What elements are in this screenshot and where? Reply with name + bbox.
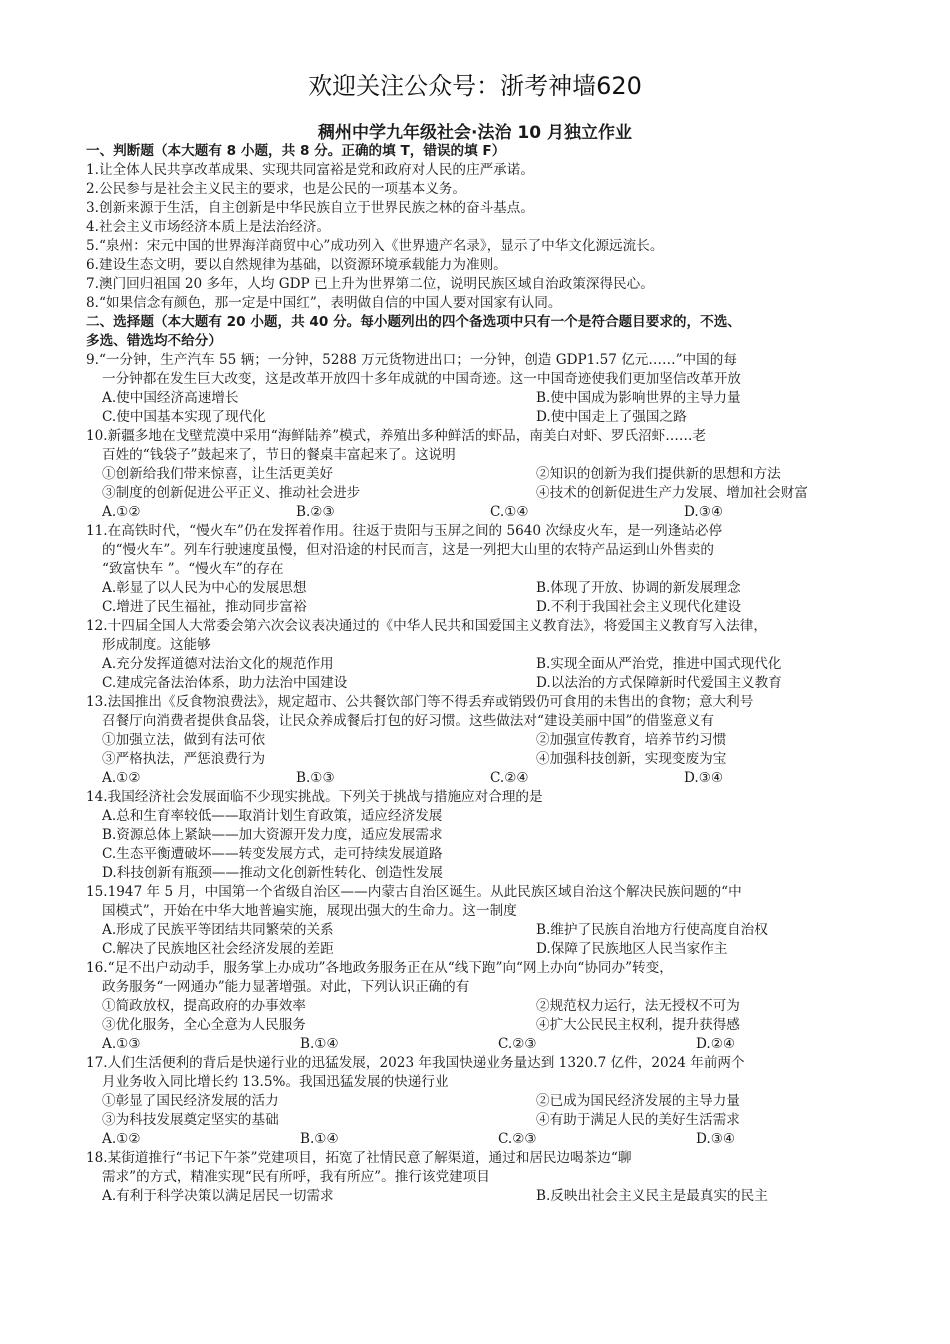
section-heading-choice: 二、选择题（本大题有 20 小题，共 40 分。每小题列出的四个备选项中只有一个是符合题目要求的，不选、 bbox=[86, 314, 741, 330]
page-title: 稠州中学九年级社会·法治 10 月独立作业 bbox=[318, 123, 632, 143]
question-17-stem: 17.人们生活便利的背后是快递行业的迅猛发展，2023 年我国快递业务量达到 1320.7 亿件，2024 年前两个 bbox=[86, 1055, 745, 1071]
option-a: A.有利于科学决策以满足居民一切需求 bbox=[102, 1188, 334, 1204]
question-15-options-row bbox=[86, 921, 876, 940]
judgment-item: 4.社会主义市场经济本质上是法治经济。 bbox=[86, 219, 331, 235]
question-9-stem-cont: 一分钟都在发生巨大改变，这是改革开放四十多年成就的中国奇迹。这一中国奇迹使我们更加坚信改革开放 bbox=[102, 371, 741, 387]
worksheet-content bbox=[86, 142, 876, 1206]
option-a: A.总和生育率较低——取消计划生育政策，适应经济发展 bbox=[102, 808, 443, 824]
question-15-stem: 15.1947 年 5 月，中国第一个省级自治区——内蒙古自治区诞生。从此民族区域自治这个解决民族问题的“中 bbox=[86, 884, 742, 900]
question-10-statements-row bbox=[86, 484, 876, 503]
question-11-options-row bbox=[86, 598, 876, 617]
judgment-item: 7.澳门回归祖国 20 多年，人均 GDP 已上升为世界第二位，说明民族区域自治政策深得民心。 bbox=[86, 276, 654, 292]
question-12-options-row bbox=[86, 674, 876, 693]
question-15-stem-cont: 国模式”，开始在中华大地普遍实施，展现出强大的生命力。这一制度 bbox=[102, 903, 517, 919]
question-12-stem: 12.十四届全国人大常委会第六次会议表决通过的《中华人民共和国爱国主义教育法》，将爱国主义教育写入法律， bbox=[86, 618, 767, 634]
option-c: C.解决了民族地区社会经济发展的差距 bbox=[102, 941, 334, 957]
option-b: B.资源总体上紧缺——加大资源开发力度，适应发展需求 bbox=[102, 827, 443, 843]
question-10-stem-cont: 百姓的“钱袋子”鼓起来了，节日的餐桌丰富起来了。这说明 bbox=[102, 447, 456, 463]
statement-2: ②规范权力运行，法无授权不可为 bbox=[536, 998, 740, 1014]
option-b: B.②③ bbox=[296, 504, 335, 520]
question-18-stem: 18.某街道推行“书记下午茶”党建项目，拓宽了社情民意了解渠道，通过和居民边喝茶边“聊 bbox=[86, 1150, 632, 1166]
option-a: A.使中国经济高速增长 bbox=[102, 390, 239, 406]
statement-4: ④扩大公民民主权利，提升获得感 bbox=[536, 1017, 740, 1033]
question-9-options-row bbox=[86, 408, 876, 427]
question-13-statements-row bbox=[86, 731, 876, 750]
statement-4: ④有助于满足人民的美好生活需求 bbox=[536, 1112, 740, 1128]
option-b: B.使中国成为影响世界的主导力量 bbox=[536, 390, 741, 406]
statement-2: ②已成为国民经济发展的主导力量 bbox=[536, 1093, 740, 1109]
statement-4: ④加强科技创新，实现变废为宝 bbox=[536, 751, 727, 767]
option-d: D.③④ bbox=[684, 770, 724, 786]
option-c: C.增进了民生福祉，推动同步富裕 bbox=[102, 599, 307, 615]
statement-2: ②知识的创新为我们提供新的思想和方法 bbox=[536, 466, 781, 482]
option-b: B.实现全面从严治党，推进中国式现代化 bbox=[536, 656, 782, 672]
question-11-stem-cont: “致富快车 ”。“慢火车”的存在 bbox=[102, 561, 284, 577]
question-14-stem: 14.我国经济社会发展面临不少现实挑战。下列关于挑战与措施应对合理的是 bbox=[86, 789, 543, 805]
option-a: A.形成了民族平等团结共同繁荣的关系 bbox=[102, 922, 334, 938]
statement-4: ④技术的创新促进生产力发展、增加社会财富 bbox=[536, 485, 808, 501]
wechat-banner: 欢迎关注公众号：浙考神墙620 bbox=[308, 72, 642, 100]
option-a: A.①② bbox=[102, 504, 141, 520]
option-a: A.①② bbox=[102, 770, 141, 786]
statement-3: ③为科技发展奠定坚实的基础 bbox=[102, 1112, 279, 1128]
option-d: D.③④ bbox=[696, 1131, 736, 1147]
judgment-item: 1.让全体人民共享改革成果、实现共同富裕是党和政府对人民的庄严承诺。 bbox=[86, 162, 534, 178]
judgment-item: 6.建设生态文明，要以自然规律为基础，以资源环境承载能力为准则。 bbox=[86, 257, 507, 273]
question-13-stem-cont: 召餐厅向消费者提供食品袋，让民众养成餐后打包的好习惯。这些做法对“建设美丽中国”的借鉴意义有 bbox=[102, 713, 715, 729]
section-heading-judgment: 一、判断题（本大题有 8 小题，共 8 分。正确的填 T，错误的填 F） bbox=[86, 143, 506, 159]
question-17-options-row bbox=[86, 1130, 876, 1149]
question-16-stem: 16.“足不出户动动手，服务掌上办成功”各地政务服务正在从“线下跑”向“网上办向“协同办”转变， bbox=[86, 960, 673, 976]
option-d: D.以法治的方式保障新时代爱国主义教育 bbox=[536, 675, 782, 691]
option-a: A.①② bbox=[102, 1131, 141, 1147]
option-b: B.体现了开放、协调的新发展理念 bbox=[536, 580, 741, 596]
question-18-options-row bbox=[86, 1187, 876, 1206]
option-a: A.充分发挥道德对法治文化的规范作用 bbox=[102, 656, 334, 672]
judgment-item: 3.创新来源于生活，自主创新是中华民族自立于世界民族之林的奋斗基点。 bbox=[86, 200, 534, 216]
question-17-statements-row bbox=[86, 1092, 876, 1111]
question-13-statements-row bbox=[86, 750, 876, 769]
option-d: D.使中国走上了强国之路 bbox=[536, 409, 687, 425]
statement-3: ③优化服务，全心全意为人民服务 bbox=[102, 1017, 306, 1033]
option-a: A.①③ bbox=[102, 1036, 141, 1052]
question-16-stem-cont: 政务服务“一网通办”能力显著增强。对此，下列认识正确的有 bbox=[102, 979, 470, 995]
statement-2: ②加强宣传教育，培养节约习惯 bbox=[536, 732, 727, 748]
question-11-stem-cont: 的“慢火车”。列车行驶速度虽慢，但对沿途的村民而言，这是一列把大山里的农特产品运到山外售卖的 bbox=[102, 542, 715, 558]
option-b: B.①④ bbox=[300, 1036, 339, 1052]
option-b: B.维护了民族自治地方行使高度自治权 bbox=[536, 922, 768, 938]
question-10-statements-row bbox=[86, 465, 876, 484]
question-16-statements-row bbox=[86, 997, 876, 1016]
question-10-stem: 10.新疆多地在戈壁荒漠中采用“海鲜陆养”模式，养殖出多种鲜活的虾品，南美白对虾、罗氏沼虾……老 bbox=[86, 428, 707, 444]
question-11-options-row bbox=[86, 579, 876, 598]
question-9-options-row bbox=[86, 389, 876, 408]
option-b: B.①④ bbox=[300, 1131, 339, 1147]
option-c: C.使中国基本实现了现代化 bbox=[102, 409, 266, 425]
option-a: A.彰显了以人民为中心的发展思想 bbox=[102, 580, 307, 596]
option-c: C.②③ bbox=[498, 1036, 537, 1052]
option-d: D.②④ bbox=[696, 1036, 736, 1052]
statement-3: ③严格执法，严惩浪费行为 bbox=[102, 751, 266, 767]
question-11-stem: 11.在高铁时代，“慢火车”仍在发挥着作用。往返于贵阳与玉屏之间的 5640 次绿皮火车，是一列逢站必停 bbox=[86, 523, 723, 539]
option-c: C.②④ bbox=[490, 770, 529, 786]
judgment-item: 5.“泉州：宋元中国的世界海洋商贸中心”成功列入《世界遗产名录》，显示了中华文化源远流长。 bbox=[86, 238, 664, 254]
question-15-options-row bbox=[86, 940, 876, 959]
question-17-statements-row bbox=[86, 1111, 876, 1130]
question-12-stem-cont: 形成制度。这能够 bbox=[102, 637, 211, 653]
question-9-stem: 9.“一分钟，生产汽车 55 辆；一分钟，5288 万元货物进出口；一分钟，创造 GDP1.57 亿元……”中国的每 bbox=[86, 352, 737, 368]
question-18-stem-cont: 需求”的方式，精准实现“民有所呼，我有所应”。推行该党建项目 bbox=[102, 1169, 490, 1185]
option-c: C.生态平衡遭破坏——转变发展方式，走可持续发展道路 bbox=[102, 846, 443, 862]
option-c: C.建成完备法治体系，助力法治中国建设 bbox=[102, 675, 348, 691]
option-b: B.反映出社会主义民主是最真实的民主 bbox=[536, 1188, 768, 1204]
option-b: B.①③ bbox=[296, 770, 335, 786]
question-16-options-row bbox=[86, 1035, 876, 1054]
option-c: C.②③ bbox=[498, 1131, 537, 1147]
statement-3: ③制度的创新促进公平正义、推动社会进步 bbox=[102, 485, 361, 501]
judgment-item: 8.“如果信念有颜色，那一定是中国红”，表明做自信的中国人要对国家有认同。 bbox=[86, 295, 562, 311]
statement-1: ①创新给我们带来惊喜，让生活更美好 bbox=[102, 466, 334, 482]
option-d: D.不利于我国社会主义现代化建设 bbox=[536, 599, 742, 615]
question-12-options-row bbox=[86, 655, 876, 674]
option-c: C.①④ bbox=[490, 504, 529, 520]
section-heading-choice-cont: 多选、错选均不给分） bbox=[86, 333, 222, 349]
option-d: D.科技创新有瓶颈——推动文化创新性转化、创造性发展 bbox=[102, 865, 443, 881]
question-17-stem-cont: 月业务收入同比增长约 13.5%。我国迅猛发展的快递行业 bbox=[102, 1074, 449, 1090]
question-13-options-row bbox=[86, 769, 876, 788]
question-16-statements-row bbox=[86, 1016, 876, 1035]
statement-1: ①彰显了国民经济发展的活力 bbox=[102, 1093, 279, 1109]
judgment-item: 2.公民参与是社会主义民主的要求，也是公民的一项基本义务。 bbox=[86, 181, 466, 197]
option-d: D.③④ bbox=[684, 504, 724, 520]
statement-1: ①简政放权，提高政府的办事效率 bbox=[102, 998, 306, 1014]
statement-1: ①加强立法，做到有法可依 bbox=[102, 732, 266, 748]
question-13-stem: 13.法国推出《反食物浪费法》，规定超市、公共餐饮部门等不得丢弃或销毁仍可食用的未售出的食物；意大利号 bbox=[86, 694, 754, 710]
question-10-options-row bbox=[86, 503, 876, 522]
option-d: D.保障了民族地区人民当家作主 bbox=[536, 941, 728, 957]
